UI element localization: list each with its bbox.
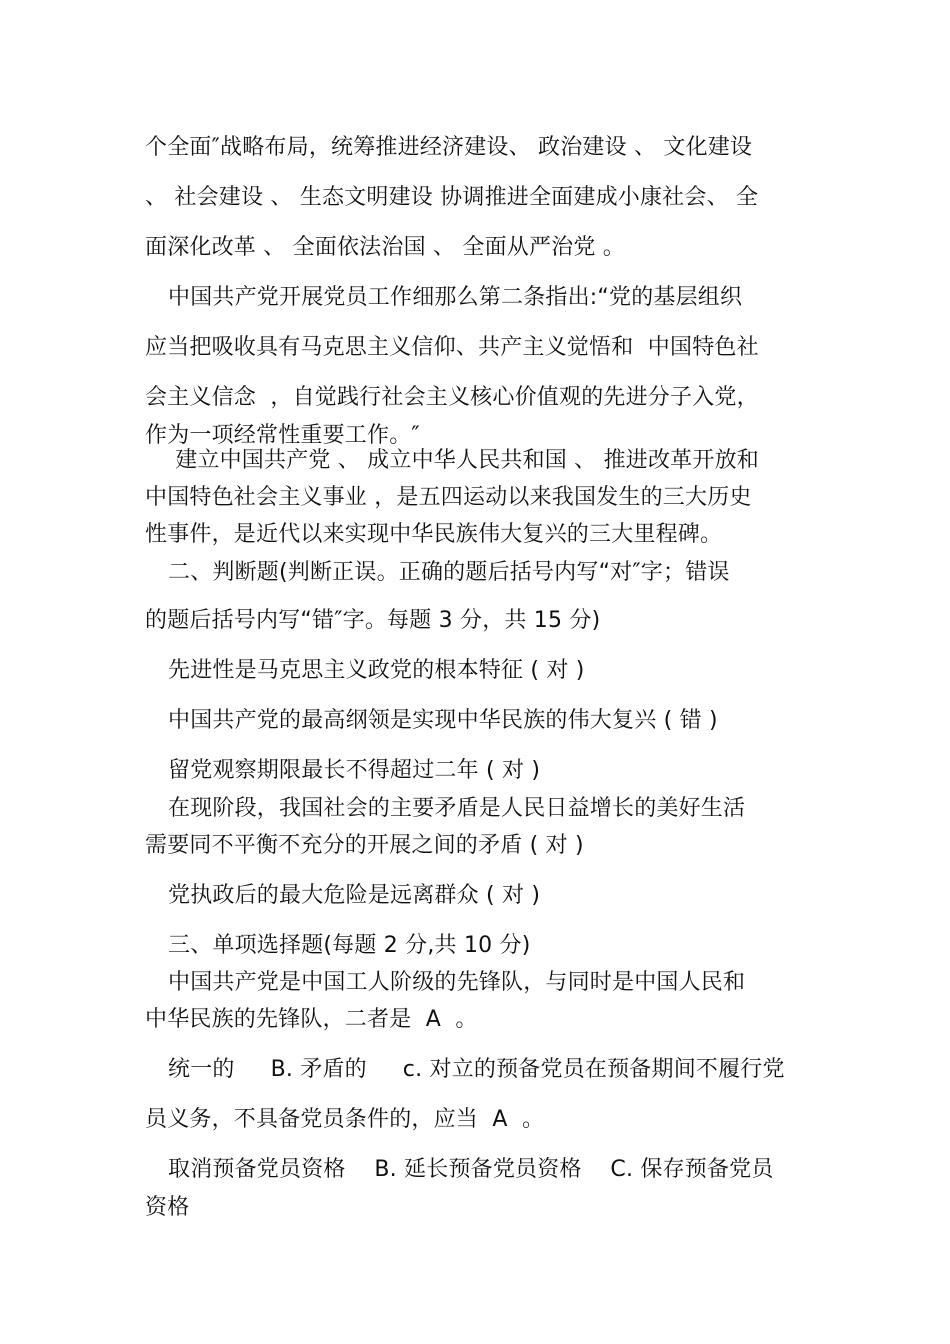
section-heading: 三、单项选择题(每题 2 分,共 10 分)	[168, 933, 531, 958]
text-line: 、 社会建设 、 生态文明建设 协调推进全面建成小康社会、 全	[145, 185, 759, 210]
text-line: 中国共产党开展党员工作细那么第二条指出:“党的基层组织	[168, 285, 743, 310]
text-line: 作为一项经常性重要工作。″	[145, 423, 420, 448]
text-line: 资格	[145, 1195, 190, 1220]
question-item: 在现阶段，我国社会的主要矛盾是人民日益增长的美好生活	[168, 796, 746, 821]
text-line: 中国特色社会主义事业 ，是五四运动以来我国发生的三大历史	[145, 485, 752, 510]
text-line: 的题后括号内写“错″字。每题 3 分，共 15 分)	[145, 608, 601, 633]
text-line: 建立中国共产党 、 成立中华人民共和国 、 推进改革开放和	[168, 448, 759, 473]
question-item: 先进性是马克思主义政党的根本特征 ( 对 )	[168, 658, 585, 683]
text-line: 需要同不平衡不充分的开展之间的矛盾 ( 对 )	[145, 833, 584, 858]
text-line: 会主义信念 ，自觉践行社会主义核心价值观的先进分子入党，	[145, 385, 759, 410]
question-item: 中国共产党是中国工人阶级的先锋队，与同时是中国人民和	[168, 970, 746, 995]
text-line: 员义务，不具备党员条件的，应当 A 。	[145, 1107, 545, 1132]
question-item: 留党观察期限最长不得超过二年 ( 对 )	[168, 758, 541, 783]
answer-options: 统一的 B. 矛盾的 c. 对立的预备党员在预备期间不履行党	[168, 1057, 785, 1082]
question-item: 中国共产党的最高纲领是实现中华民族的伟大复兴 ( 错 )	[168, 708, 718, 733]
question-item: 党执政后的最大危险是远离群众 ( 对 )	[168, 883, 541, 908]
text-line: 应当把吸收具有马克思主义信仰、共产主义觉悟和 中国特色社	[145, 335, 759, 360]
answer-options: 取消预备党员资格 B. 延长预备党员资格 C. 保存预备党员	[168, 1157, 774, 1182]
text-line: 中华民族的先锋队，二者是 A 。	[145, 1007, 478, 1032]
text-line: 性事件，是近代以来实现中华民族伟大复兴的三大里程碑。	[145, 522, 723, 547]
text-line: 面深化改革 、 全面依法治国 、 全面从严治党 。	[145, 235, 625, 260]
text-line: 个全面″战略布局，统筹推进经济建设、 政治建设 、 文化建设	[145, 135, 753, 160]
section-heading: 二、判断题(判断正误。正确的题后括号内写“对″字；错误	[168, 560, 730, 585]
